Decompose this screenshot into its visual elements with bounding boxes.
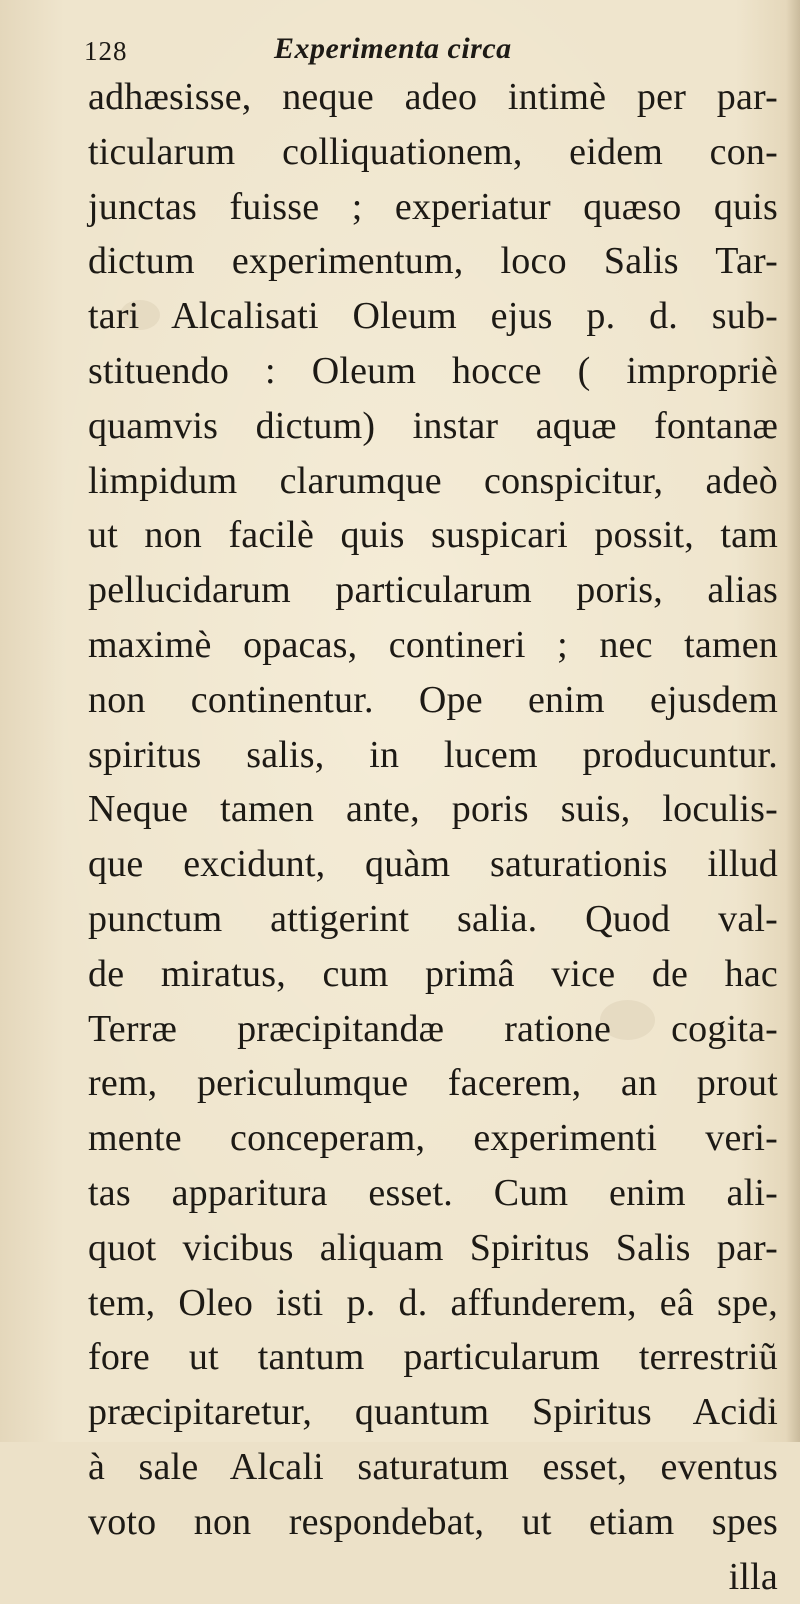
page-number: 128 [84, 36, 128, 66]
text-line: quot vicibus aliquam Spiritus Salis par- [88, 1226, 778, 1269]
text-line: tem, Oleo isti p. d. affunderem, eâ spe, [88, 1281, 778, 1324]
text-line: Neque tamen ante, poris suis, loculis- [88, 788, 778, 831]
text-line: spiritus salis, in lucem producuntur. [88, 733, 778, 776]
text-line: non continentur. Ope enim ejusdem [88, 678, 778, 721]
text-line: rem, periculumque facerem, an prout [88, 1062, 778, 1105]
text-line: de miratus, cum primâ vice de hac [88, 952, 778, 995]
text-line: pellucidarum particularum poris, alias [88, 569, 778, 612]
text-line: Terræ præcipitandæ ratione cogita- [88, 1007, 778, 1050]
text-line: à sale Alcali saturatum esset, eventus [88, 1445, 778, 1488]
text-line: fore ut tantum particularum terrestriũ [88, 1336, 778, 1379]
text-line: limpidum clarumque conspicitur, adeò [88, 459, 778, 502]
text-line: stituendo : Oleum hocce ( impropriè [88, 349, 778, 392]
text-line: junctas fuisse ; experiatur quæso quis [88, 185, 778, 228]
text-line: tas apparitura esset. Cum enim ali- [88, 1171, 778, 1214]
text-line: adhæsisse, neque adeo intimè per par- [88, 76, 778, 118]
catchword: illa [728, 1555, 778, 1598]
text-line: dictum experimentum, loco Salis Tar- [88, 240, 778, 283]
text-line: voto non respondebat, ut etiam spes [88, 1500, 778, 1543]
body-text [88, 70, 778, 1604]
text-line: punctum attigerint salia. Quod val- [88, 897, 778, 940]
page-header [84, 22, 764, 72]
text-line: ticularum colliquationem, eidem con- [88, 130, 778, 173]
page-edge-shadow [786, 0, 800, 1442]
text-line: ut non facilè quis suspicari possit, tam [88, 514, 778, 557]
running-title: Experimenta circa [274, 32, 512, 65]
text-line: præcipitaretur, quantum Spiritus Acidi [88, 1391, 778, 1434]
text-line: que excidunt, quàm saturationis illud [88, 843, 778, 886]
text-line: tari Alcalisati Oleum ejus p. d. sub- [88, 295, 778, 338]
text-line: quamvis dictum) instar aquæ fontanæ [88, 404, 778, 447]
text-line: mente conceperam, experimenti veri- [88, 1117, 778, 1160]
text-line: maximè opacas, contineri ; nec tamen [88, 623, 778, 666]
